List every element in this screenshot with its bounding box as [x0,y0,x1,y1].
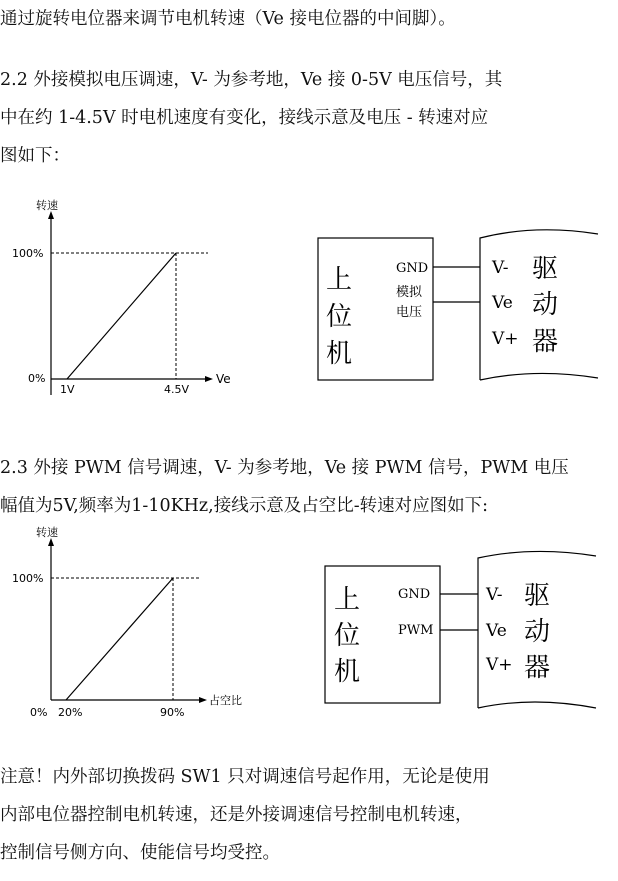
driver-char-2: 动 [532,290,559,320]
y-axis-label: 转速 [36,199,58,212]
y-tick-0: 0% [28,372,46,385]
pwm-wiring-diagram [308,548,608,723]
y-axis-arrow [48,538,54,546]
intro-line: 通过旋转电位器来调节电机转速（Ve 接电位器的中间脚）。 [0,9,456,29]
pwm-speed-chart [0,522,260,722]
analog-speed-chart [0,195,250,405]
y-tick-100: 100% [12,572,44,585]
x-axis-label: 占空比 [209,694,242,707]
host-label-voltage: 电压 [396,305,423,320]
driver-char-1: 驱 [524,581,551,611]
x-tick-0: 0% [30,706,48,719]
host-label-gnd: GND [396,261,429,276]
section-2-3-paragraph [0,449,616,525]
speed-line [66,578,173,700]
speed-line [67,253,176,379]
host-char-2: 位 [334,621,361,651]
host-label-pwm: PWM [398,623,434,638]
note-line-3: 控制信号侧方向、使能信号均受控。 [0,843,280,863]
analog-wiring-diagram [300,220,605,390]
section-2-2-line-2: 中在约 1-4.5V 时电机速度有变化，接线示意及电压 - 转速对应 [0,108,489,128]
driver-char-2: 动 [524,617,551,647]
note-paragraph [0,758,616,872]
driver-pin-vminus: V- [486,585,503,605]
host-char-1: 上 [334,585,361,615]
host-char-3: 机 [334,657,361,687]
driver-char-3: 器 [532,327,559,357]
y-axis-arrow [48,211,54,219]
x-axis-arrow [199,697,207,703]
driver-pin-vminus: V- [492,258,509,278]
y-tick-100: 100% [12,247,44,260]
x-tick-4-5v: 4.5V [164,383,190,396]
note-line-2: 内部电位器控制电机转速，还是外接调速信号控制电机转速， [0,805,473,825]
note-line-1: 注意！内外部切换拨码 SW1 只对调速信号起作用，无论是使用 [0,767,490,787]
driver-pin-ve: Ve [486,621,507,641]
host-char-2: 位 [326,302,353,332]
host-char-3: 机 [326,339,353,369]
y-axis-label: 转速 [36,526,58,539]
x-axis-label: Ve [216,372,231,386]
driver-pin-vplus: V+ [492,329,519,349]
x-tick-90: 90% [160,706,185,719]
section-2-3-line-1: 2.3 外接 PWM 信号调速，V- 为参考地，Ve 接 PWM 信号，PWM 电压 [0,458,569,478]
section-2-2-line-1: 2.2 外接模拟电压调速，V- 为参考地，Ve 接 0-5V 电压信号，其 [0,70,503,90]
x-axis-arrow [205,376,213,382]
driver-char-3: 器 [524,653,551,683]
x-tick-20: 20% [58,706,83,719]
section-2-2-line-3: 图如下： [0,146,70,166]
driver-char-1: 驱 [532,254,559,284]
host-char-1: 上 [326,265,353,295]
x-tick-1v: 1V [60,383,75,396]
section-2-2-paragraph [0,61,616,175]
driver-pin-ve: Ve [492,293,513,313]
section-2-3-line-2: 幅值为5V,频率为1-10KHz,接线示意及占空比-转速对应图如下: [0,496,489,516]
host-label-gnd: GND [398,587,431,602]
driver-pin-vplus: V+ [486,655,513,675]
intro-paragraph [0,0,616,38]
host-label-analog: 模拟 [396,285,423,300]
